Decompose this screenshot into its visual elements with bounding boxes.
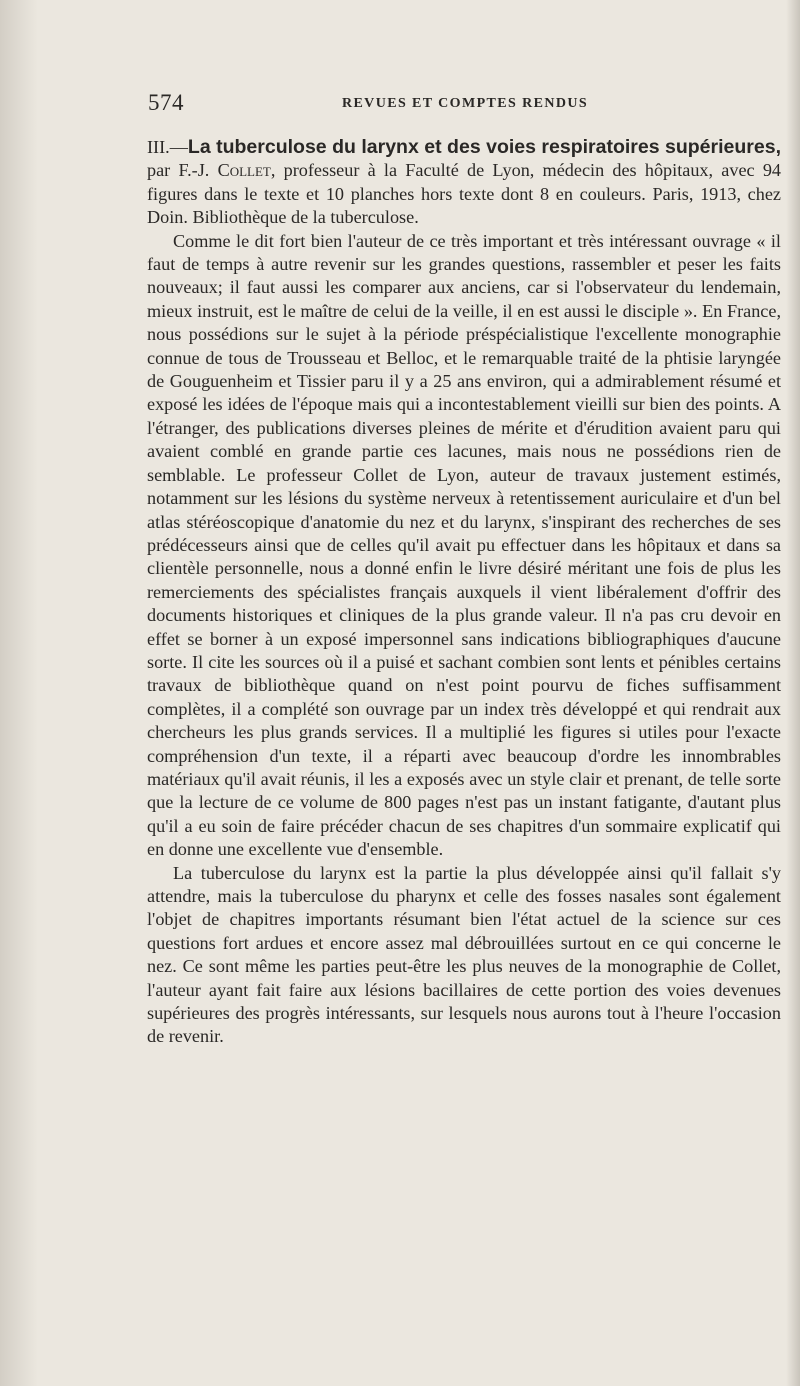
paragraph: Comme le dit fort bien l'auteur de ce très important et très intéressant ouvrage « il faut de temps à autre revenir sur les grandes questions, rassembler et peser les faits nouveaux; il faut aussi les comparer aux anciens, car si l'observateur du lendemain, mieux instruit, est le maître de celui de la veille, il en est aussi le disciple ». En France, nous possédions sur le sujet à la période préspécialistique l'excellente monographie connue de tous de Trousseau et Belloc, et le remarquable traité de la phtisie laryngée de Gouguenheim et Tissier paru il y a 25 ans environ, qui a admirablement résumé et exposé les idées de l'époque mais qui a incontestablement vieilli sur bien des points. A l'étranger, des publications diverses pleines de mérite et d'érudition avaient paru qui avaient comblé en grande partie ces lacunes, mais nous ne possédions rien de semblable. Le professeur Collet de Lyon, auteur de travaux justement estimés, notamment sur les lésions du système nerveux à retentissement auriculaire et d'un bel atlas stéréoscopique d'anatomie du nez et du larynx, s'inspirant des recherches de ses prédécesseurs ainsi que de celles qu'il avait pu effectuer dans les hôpitaux et dans sa clientèle personnelle, nous a donné enfin le livre désiré méritant une fois de plus les remerciements des spécialistes français auxquels il vient libéralement d'offrir des documents historiques et cliniques de la plus grande valeur. Il n'a pas cru devoir en effet se borner à un exposé impersonnel sans indications bibliographiques d'aucune sorte. Il cite les sources où il a puisé et sachant combien sont lents et pénibles certains travaux de bibliothèque quand on n'est point pourvu de fiches suffisamment complètes, il a complété son ouvrage par un index très développé et qui rendrait aux chercheurs les plus grands services. Il a multiplié les figures si utiles pour l'exacte compréhension d'un texte, il a réparti avec beaucoup d'ordre les innombrables matériaux qu'il avait réunis, il les a exposés avec un style clair et prenant, de telle sorte que la lecture de ce volume de 800 pages n'est pas un instant fatigante, d'autant plus qu'il a eu soin de faire précéder chacun de ses chapitres d'un sommaire explicatif qui en donne une excellente vue d'ensemble. <box>147 230 781 860</box>
review-body <box>147 136 781 1049</box>
entry-details: , professeur à la Faculté de Lyon, médecin des hôpitaux, avec 94 figures dans le texte et 10 planches hors texte dont 8 en couleurs. Paris, 1913, chez Doin. Bibliothèque de la tuberculose. <box>147 160 782 228</box>
entry-title: La tuberculose du larynx et des voies respiratoires supérieures, <box>187 136 781 158</box>
entry-number: III.— <box>147 137 188 157</box>
running-title: REVUES ET COMPTES RENDUS <box>341 96 589 111</box>
page-header <box>148 90 782 120</box>
entry-by: par F.-J. <box>147 160 218 181</box>
page-number: 574 <box>148 90 184 115</box>
paragraph: La tuberculose du larynx est la partie la plus développée ainsi qu'il fallait s'y attendre, mais la tuberculose du pharynx et celle des fosses nasales sont également l'objet de chapitres importants résumant bien l'état actuel de la science sur ces questions fort ardues et encore assez mal débrouillées surtout en ce qui concerne le nez. Ce sont même les parties peut-être les plus neuves de la monographie de Collet, l'auteur ayant fait faire aux lésions bacillaires de cette portion des voies devenues supérieures des progrès intéressants, sur lesquels nous aurons tout à l'heure l'occasion de revenir. <box>147 862 781 1047</box>
entry-author: Collet <box>217 160 271 181</box>
review-entry <box>147 136 781 230</box>
